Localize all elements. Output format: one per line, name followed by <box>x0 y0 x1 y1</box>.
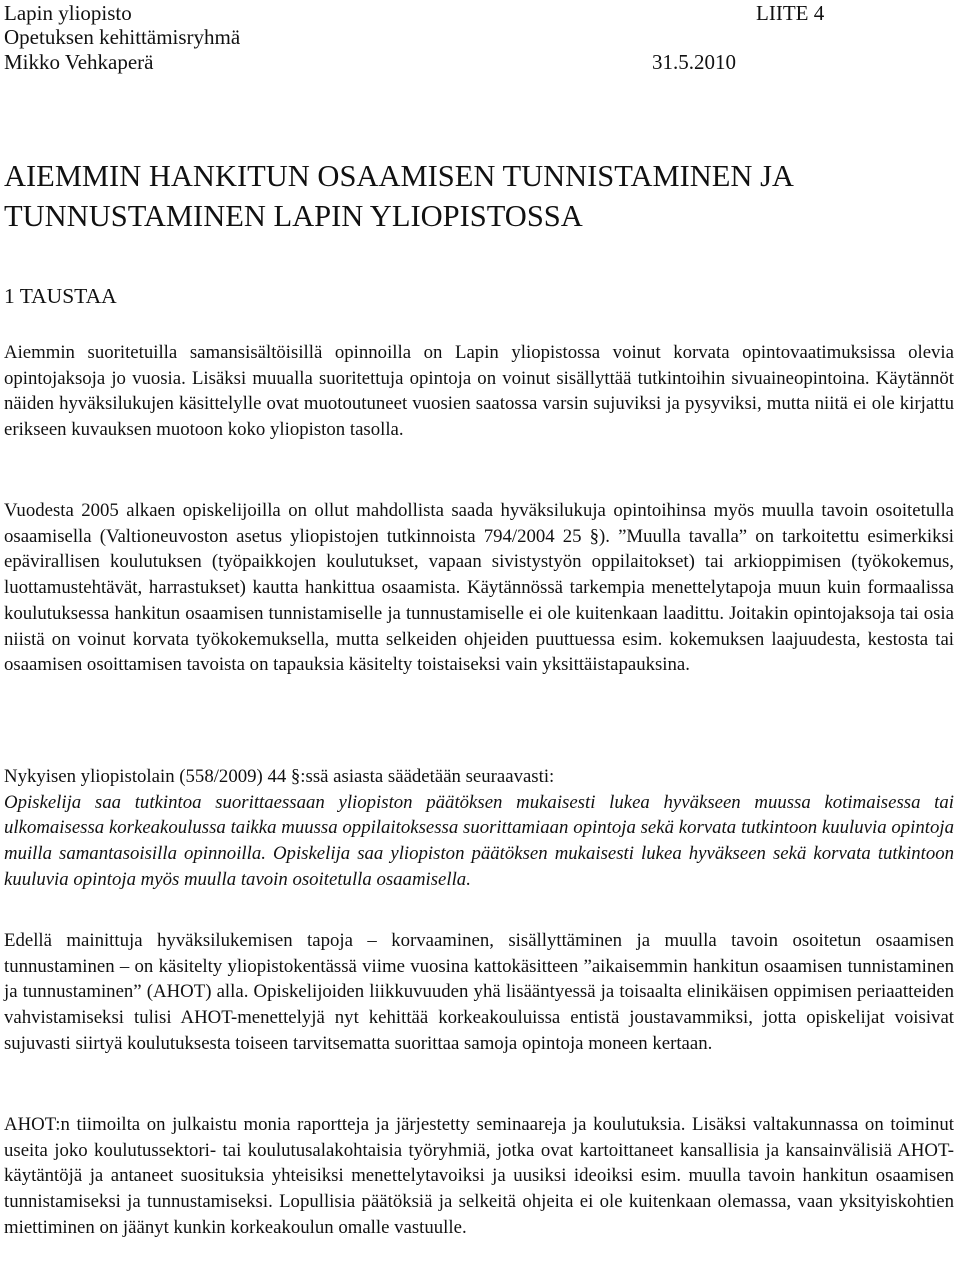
document-title: AIEMMIN HANKITUN OSAAMISEN TUNNISTAMINEN JA TUNNUSTAMINEN LAPIN YLIOPISTOSSA <box>4 159 793 233</box>
header-unit: Opetuksen kehittämisryhmä <box>4 25 241 49</box>
law-quote: Opiskelija saa tutkintoa suorittaessaan yliopiston päätöksen mukaisesti lukea hyväkseen muussa kotimaisessa tai ulkomaisessa korkeakoulussa taikka muussa oppilaitoksessa suorittamiaan opintoja sekä korvata tutkintoon kuuluvia opintoja muilla samantasoisilla opinnoilla. Opiskelija saa yliopiston päätöksen mukaisesti lukea hyväkseen sekä korvata tutkintoon kuuluvia opintoja myös muulla tavoin osoitetulla osaamisella. <box>4 791 954 890</box>
header-date: 31.5.2010 <box>652 50 736 74</box>
header-organization: Lapin yliopisto <box>4 1 132 25</box>
paragraph-ahot-concept: Edellä mainittuja hyväksilukemisen tapoja – korvaaminen, sisällyttäminen ja muulla tavoin osoitetun osaamisen tunnustaminen – on käsitelty yliopistokentässä viime vuosina kattokäsitteen ”aikaisemmin hankitun osaamisen tunnistaminen ja tunnustaminen” (AHOT) alla. Opiskelijoiden liikkuvuuden yhä lisääntyessä ja toisaalta elinikäisen oppimisen periaatteiden vahvistamiseksi tulisi AHOT-menettelyjä nyt kehittää korkeakouluissa entistä joustavammiksi, jotta opiskelijat voisivat sujuvasti siirtyä koulutuksesta toiseen tarvitsematta suorittaa samoja opintoja moneen kertaan. <box>4 930 954 1054</box>
header-author: Mikko Vehkaperä <box>4 50 154 74</box>
paragraph-background: Aiemmin suoritetuilla samansisältöisillä opinnoilla on Lapin yliopistossa voinut korvata opintovaatimuksissa olevia opintojaksoja jo vuosia. Lisäksi muualla suoritettuja opintoja on voinut sisällyttää tutkintoihin sivuaineopintoina. Käytännöt näiden hyväksilukujen käsittelylle ovat muotoutuneet vuosien saatossa varsin sujuviksi ja pysyviksi, mutta niitä ei ole kirjattu erikseen kuvauksen muotoon koko yliopiston tasolla. <box>4 342 954 441</box>
paragraph-university-act <box>4 764 954 893</box>
law-reference: Nykyisen yliopistolain (558/2009) 44 §:ssä asiasta säädetään seuraavasti: <box>4 766 555 787</box>
paragraph-ahot-reports: AHOT:n tiimoilta on julkaistu monia raportteja ja järjestetty seminaareja ja koulutuksia. Lisäksi valtakunnassa on toiminut useita joko koulutussektori- tai koulutusalakohtaisia työryhmiä, jotka ovat kartoittaneet kansallisia ja kansainvälisiä AHOT-käytäntöjä ja antaneet suosituksia yhteisiksi menettelytavoiksi ja uusiksi ideoiksi esim. muulla tavoin hankitun osaamisen tunnistamiseksi ja tunnustamiseksi. Lopullisia päätöksiä ja selkeitä ohjeita ei ole kuitenkaan olemassa, vaan yksityiskohtien miettiminen on jäänyt kunkin korkeakoulun omalle vastuulle. <box>4 1114 954 1238</box>
section-heading: 1 TAUSTAA <box>4 284 117 308</box>
paragraph-other-learning: Vuodesta 2005 alkaen opiskelijoilla on ollut mahdollista saada hyväksilukuja opintoihinsa myös muulla tavoin osoitetulla osaamisella (Valtioneuvoston asetus yliopistojen tutkinnoista 794/2004 25 §). ”Muulla tavalla” on tarkoitettu esimerkiksi epävirallisen koulutuksen (työpaikkojen koulutukset, vapaan sivistystyön oppilaitokset) tai arkioppimisen (työkokemus, luottamustehtävät, harrastukset) kautta hankittua osaamista. Käytännössä tarkempia menettelytapoja muun kuin formaalissa koulutuksessa hankitun osaamisen tunnistamiselle ja tunnustamiselle ei ole kuitenkaan laadittu. Joitakin opintojaksoja tai osia niistä on voinut korvata työkokemuksella, mutta selkeiden ohjeiden puuttuessa esim. kokemuksen laajuudesta, kestosta tai osaamisen osoittamisen tavoista on tapauksia käsitelty toistaiseksi vain yksittäistapauksina. <box>4 500 954 676</box>
attachment-label: LIITE 4 <box>756 1 825 25</box>
